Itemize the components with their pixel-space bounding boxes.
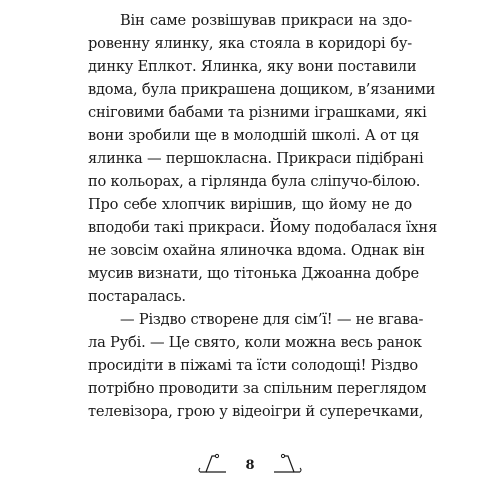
page-footer — [0, 452, 500, 482]
text-line: потрібно проводити за спільним переглядом — [88, 380, 427, 397]
text-line: по кольорах, а гірлянда була сліпучо-білою. — [88, 173, 421, 190]
bracket-ornament-icon — [196, 452, 232, 476]
text-line: мусив визнати, що тітонька Джоанна добре — [88, 265, 419, 282]
text-line: просидіти в піжамі та їсти солодощі! Різдво — [88, 357, 418, 374]
body-text — [88, 9, 438, 423]
text-line: Про себе хлопчик вирішив, що йому не до — [88, 196, 412, 213]
text-line: вподоби такі прикраси. Йому подобалася їхня — [88, 219, 438, 236]
text-line: динку Еплкот. Ялинка, яку вони поставили — [88, 58, 417, 75]
text-line: вдома, була прикрашена дощиком, в’язаними — [88, 81, 436, 98]
text-line: телевізора, грою у відеоігри й суперечками, — [88, 403, 424, 420]
text-line: вони зробили ще в молодшій школі. А от ця — [88, 127, 420, 144]
bracket-ornament-icon — [268, 452, 304, 476]
text-line: Він саме розвішував прикраси на здо- — [120, 12, 412, 29]
page-number: 8 — [245, 458, 255, 473]
text-line: не зовсім охайна ялиночка вдома. Однак він — [88, 242, 425, 259]
text-line: постаралась. — [88, 288, 186, 305]
text-line: сніговими бабами та різними іграшками, які — [88, 104, 427, 121]
text-line: ла Рубі. — Це свято, коли можна весь ранок — [88, 334, 422, 351]
text-line: ялинка — першокласна. Прикраси підібрані — [88, 150, 424, 167]
text-line: — Різдво створене для сім’ї! — не вгава- — [120, 311, 424, 328]
text-line: ровенну ялинку, яка стояла в коридорі бу- — [88, 35, 412, 52]
